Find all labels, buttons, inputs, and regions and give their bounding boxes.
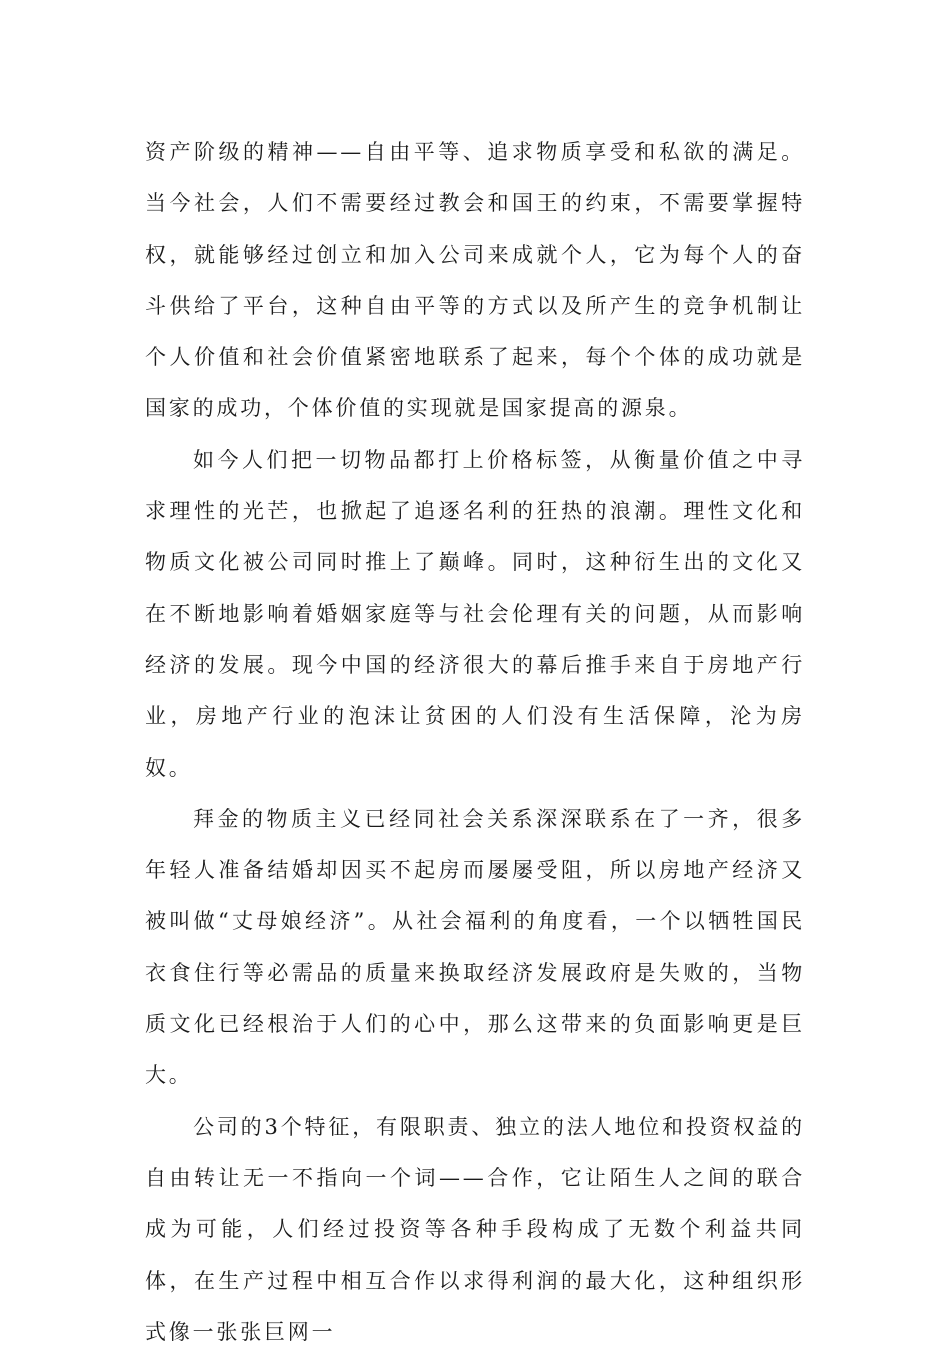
- document-body: [145, 127, 805, 1358]
- paragraph-3: 拜金的物质主义已经同社会关系深深联系在了一齐，很多年轻人准备结婚却因买不起房而屡屡受阻，所以房地产经济又被叫做“丈母娘经济”。从社会福利的角度看，一个以牺牲国民衣食住行等必需品的质量来换取经济发展政府是失败的，当物质文化已经根治于人们的心中，那么这带来的负面影响更是巨大。: [145, 806, 805, 1088]
- paragraph-2: 如今人们把一切物品都打上价格标签，从衡量价值之中寻求理性的光芒，也掀起了追逐名利的狂热的浪潮。理性文化和物质文化被公司同时推上了巅峰。同时，这种衍生出的文化又在不断地影响着婚姻家庭等与社会伦理有关的问题，从而影响经济的发展。现今中国的经济很大的幕后推手来自于房地产行业，房地产行业的泡沫让贫困的人们没有生活保障，沦为房奴。: [145, 447, 805, 780]
- paragraph-4: 公司的3个特征，有限职责、独立的法人地位和投资权益的自由转让无一不指向一个词——合作，它让陌生人之间的联合成为可能，人们经过投资等各种手段构成了无数个利益共同体，在生产过程中相互合作以求得利润的最大化，这种组织形式像一张张巨网一: [145, 1114, 805, 1344]
- paragraph-1: 资产阶级的精神——自由平等、追求物质享受和私欲的满足。当今社会，人们不需要经过教会和国王的约束，不需要掌握特权，就能够经过创立和加入公司来成就个人，它为每个人的奋斗供给了平台，这种自由平等的方式以及所产生的竞争机制让个人价值和社会价值紧密地联系了起来，每个个体的成功就是国家的成功，个体价值的实现就是国家提高的源泉。: [145, 140, 805, 421]
